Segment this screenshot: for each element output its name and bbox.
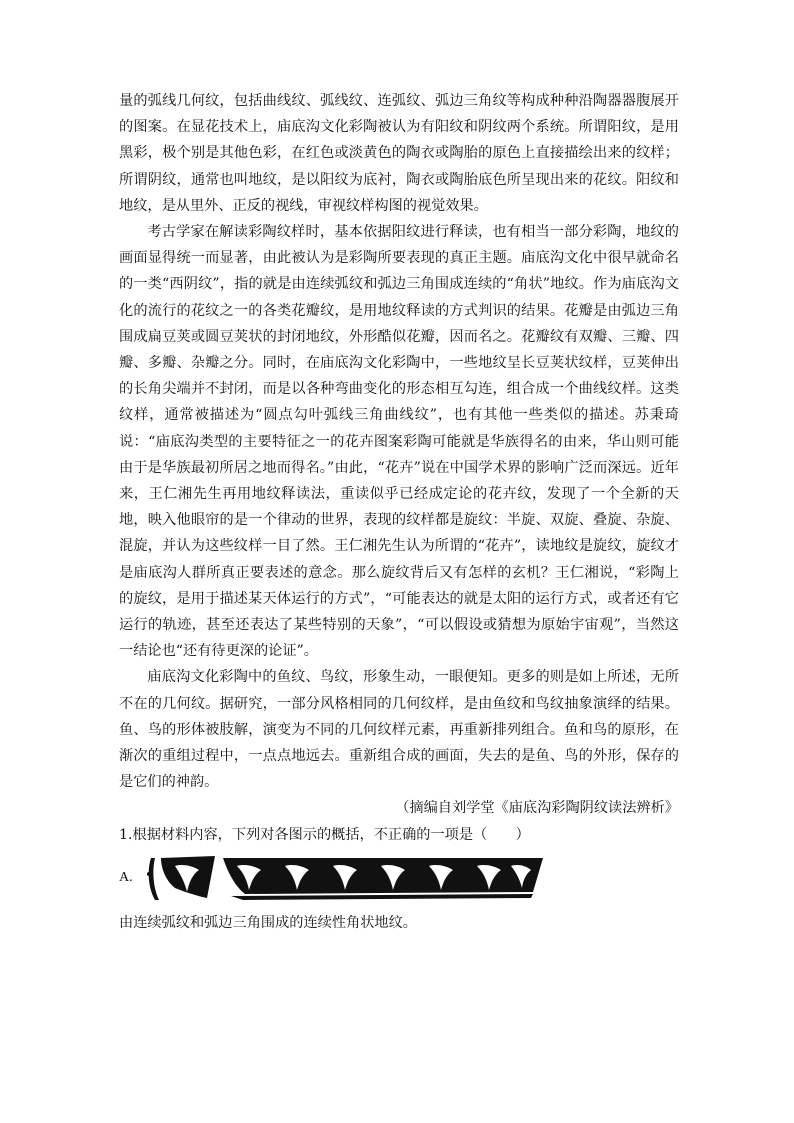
option-a-label: A. bbox=[119, 869, 133, 885]
option-a-row bbox=[119, 852, 679, 904]
paragraph-1: 量的弧线几何纹，包括曲线纹、弧线纹、连弧纹、弧边三角纹等构成种种沿陶器器腹展开的图案。在显花技术上，庙底沟文化彩陶被认为有阳纹和阴纹两个系统。所谓阳纹，是用黑彩，极个别是其他色彩，在红色或淡黄色的陶衣或陶胎的原色上直接描绘出来的纹样；所谓阴纹，通常也叫地纹，是以阳纹为底衬，陶衣或陶胎底色所呈现出来的花纹。阳纹和地纹，是从里外、正反的视线，审视纹样构图的视觉效果。 bbox=[119, 93, 679, 214]
source-citation: （摘编自刘学堂《庙底沟彩陶阴纹读法辨析》 bbox=[395, 800, 679, 817]
paragraph-3: 庙底沟文化彩陶中的鱼纹、鸟纹，形象生动，一眼便知。更多的则是如上所述，无所不在的几何纹。据研究，一部分风格相同的几何纹样，是由鱼纹和鸟纹抽象演绎的结果。鱼、鸟的形体被肢解，演变为不同的几何纹样元素，再重新排列组合。鱼和鸟的原形，在渐次的重组过程中，一点点地远去。重新组合成的画面，失去的是鱼、鸟的外形，保存的是它们的神韵。 bbox=[119, 669, 679, 791]
question-1: 1.根据材料内容，下列对各图示的概括，不正确的一项是（ ） bbox=[119, 826, 530, 843]
document-page bbox=[119, 88, 679, 936]
option-a-caption: 由连续弧纹和弧边三角围成的连续性角状地纹。 bbox=[119, 914, 417, 931]
pottery-pattern-band-icon bbox=[145, 852, 545, 904]
paragraph-2: 考古学家在解读彩陶纹样时，基本依据阳纹进行释读，也有相当一部分彩陶，地纹的画面显得统一而显著，由此被认为是彩陶所要表现的真正主题。庙底沟文化中很早就命名的一类“西阴纹”，指的就是由连续弧纹和弧边三角围成连续的“角状”地纹。作为庙底沟文化的流行的花纹之一的各类花瓣纹，是用地纹释读的方式判识的结果。花瓣是由弧边三角围成扁豆荚或圆豆荚状的封闭地纹，外形酷似花瓣，因而名之。花瓣纹有双瓣、三瓣、四瓣、多瓣、杂瓣之分。同时，在庙底沟文化彩陶中，一些地纹呈长豆荚状纹样，豆荚伸出的长角尖端并不封闭，而是以各种弯曲变化的形态相互勾连，组合成一个曲线纹样。这类纹样，通常被描述为“圆点勾叶弧线三角曲线纹”，也有其他一些类似的描述。苏秉琦说：“庙底沟类型的主要特征之一的花卉图案彩陶可能就是华族得名的由来，华山则可能由于是华族最初所居之地而得名。”由此，“花卉”说在中国学术界的影响广泛而深远。近年来，王仁湘先生再用地纹释读法，重读似乎已经成定论的花卉纹，发现了一个全新的天地，映入他眼帘的是一个律动的世界，表现的纹样都是旋纹：半旋、双旋、叠旋、杂旋、混旋，并认为这些纹样一目了然。王仁湘先生认为所谓的“花卉”，读地纹是旋纹，旋纹才是庙底沟人群所真正要表述的意念。那么旋纹背后又有怎样的玄机？王仁湘说，“彩陶上的旋纹，是用于描述某天体运行的方式”，“可能表达的就是太阳的运行方式，或者还有它运行的轨迹，甚至还表达了某些特别的天象”，“可以假设或猜想为原始宇宙观”，当然这一结论也“还有待更深的论证”。 bbox=[119, 224, 679, 660]
